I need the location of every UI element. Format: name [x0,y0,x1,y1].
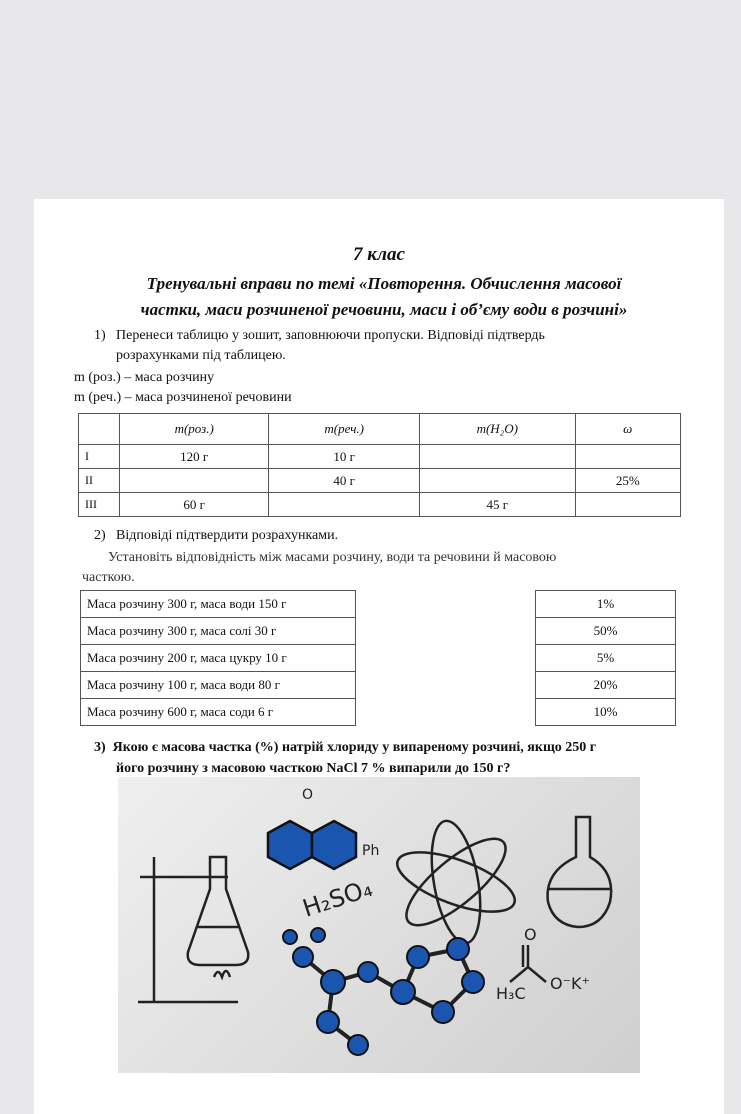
phenyl-label: Ph [362,843,380,859]
task1-line-2: розрахунками під таблицею. [116,348,286,363]
title-line-1: Тренувальні вправи по темі «Повторення. Обчислення масової [146,274,622,293]
task2-instruction [82,548,702,588]
table-row [81,645,356,672]
table-cell: Маса розчину 200 г, маса цукру 10 г [81,645,356,672]
header-cell: m(H₂O) [419,414,575,445]
header-cell: ω [575,414,680,445]
chemistry-illustration [118,777,640,1073]
table-cell: 50% [536,618,676,645]
table-cell: 25% [575,469,680,493]
definition-solute-mass: m (реч.) – маса розчиненої речовини [74,390,292,405]
matching-left-column [80,590,356,726]
table-row [79,445,681,469]
table-row [536,672,676,699]
acetate-methyl: H₃C [496,984,526,1003]
header-cell: m(роз.) [120,414,269,445]
table-cell: Маса розчину 600 г, маса соди 6 г [81,699,356,726]
table-cell: 20% [536,672,676,699]
atom-orbit [424,817,489,947]
table-cell [575,445,680,469]
task3-line-1 [94,737,694,758]
table-cell [419,469,575,493]
table-row [81,591,356,618]
table-row [536,618,676,645]
grade-heading: 7 клас [353,244,405,265]
table-row [536,645,676,672]
task2-instr-line-2: часткою. [82,570,135,585]
task1-line-1: Перенеси таблицю у зошит, заповнюючи пропуски. Відповіді підтвердь [116,328,545,343]
chemistry-doodles [118,777,640,1073]
table-cell: I [79,445,120,469]
mass-fraction-table [78,413,681,517]
table-row [79,469,681,493]
round-flask [548,817,612,927]
table-row [81,672,356,699]
task2-instr-line-1: Установіть відповідність між масами розчину, води та речовини й масовою [108,550,557,565]
header-cell [79,414,120,445]
table-cell: Маса розчину 300 г, маса води 150 г [81,591,356,618]
table-cell: 10% [536,699,676,726]
table-cell: 45 г [419,493,575,517]
table-row [536,699,676,726]
table-cell: 10 г [269,445,420,469]
atom-orbit [394,825,517,938]
table-cell: 60 г [120,493,269,517]
matching-right-column [535,590,676,726]
worksheet-title [74,271,694,323]
table-cell [120,469,269,493]
table-cell: 5% [536,645,676,672]
table-cell [419,445,575,469]
acetate-ion: O⁻K⁺ [550,974,590,993]
atom-orbit [390,840,522,924]
oxide-label: O [302,787,314,803]
header-cell: m(реч.) [269,414,420,445]
task2-text: Відповіді підтвердити розрахунками. [116,528,339,543]
table-cell: Маса розчину 300 г, маса солі 30 г [81,618,356,645]
task3-line-2: його розчину з масовою часткою NaCl 7 % випарили до 150 г? [116,761,511,776]
acetate-oxygen: O [524,925,537,944]
erlenmeyer-flask [188,857,249,965]
table-cell [269,493,420,517]
table-cell: 120 г [120,445,269,469]
task3-question [94,737,694,779]
burner-flame [214,971,230,977]
task3-text-1: Якою є масова частка (%) натрій хлориду у випареному розчині, якщо 250 г [112,740,597,755]
naphthalene-molecule [268,821,356,869]
table-cell: 1% [536,591,676,618]
table-header-row [79,414,681,445]
task1-number: 1) [94,328,106,343]
table-row [81,618,356,645]
table-row [536,591,676,618]
table-cell: 40 г [269,469,420,493]
task3-number: 3) [94,740,106,755]
definition-solution-mass: m (роз.) – маса розчину [74,370,215,385]
task1-instruction [116,326,706,366]
document-page [34,199,724,1114]
table-cell: III [79,493,120,517]
task2-number: 2) [94,528,106,543]
table-cell: II [79,469,120,493]
table-cell: Маса розчину 100 г, маса води 80 г [81,672,356,699]
table-cell [575,493,680,517]
table-row [81,699,356,726]
table-row [79,493,681,517]
title-line-2: частки, маси розчиненої речовини, маси і об’єму води в розчині» [140,300,628,319]
formula-h2so4: H₂SO₄ [299,874,376,923]
